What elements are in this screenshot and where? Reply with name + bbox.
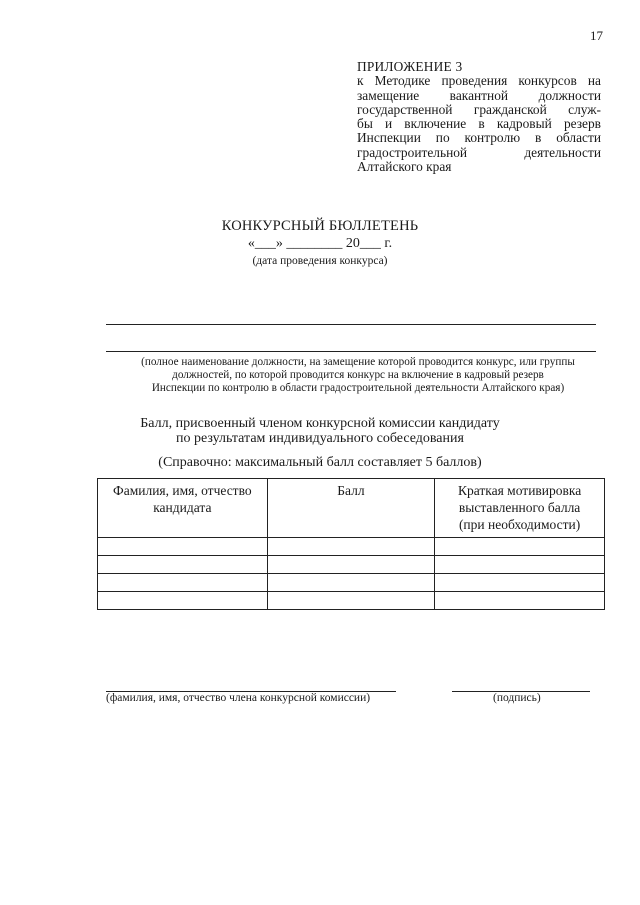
position-fill-line <box>106 324 596 325</box>
appendix-line: Инспекции по контролю в области <box>357 130 601 146</box>
page-number: 17 <box>590 28 603 43</box>
table-cell[interactable] <box>435 592 605 610</box>
position-fill-line <box>106 351 596 352</box>
score-heading-line: Балл, присвоенный членом конкурсной комиссии кандидату <box>140 416 500 431</box>
score-heading-line: по результатам индивидуального собеседования <box>176 430 464 446</box>
appendix-line: Алтайского края <box>357 159 452 175</box>
document-title: КОНКУРСНЫЙ БЮЛЛЕТЕНЬ <box>221 218 419 234</box>
table-cell[interactable] <box>435 538 605 556</box>
score-table <box>97 478 605 610</box>
score-heading <box>0 417 640 446</box>
position-caption-line: (полное наименование должности, на замещение которой проводится конкурс, или группы <box>141 356 575 368</box>
table-cell[interactable] <box>98 574 268 592</box>
table-cell[interactable] <box>98 592 268 610</box>
table-cell[interactable] <box>267 538 435 556</box>
appendix-line: замещение вакантной должности <box>357 87 601 103</box>
table-row <box>98 538 605 556</box>
table-cell[interactable] <box>267 592 435 610</box>
appendix-line: государственной гражданской служ- <box>357 101 601 117</box>
table-header-row <box>98 479 605 538</box>
header-candidate-name: Фамилия, имя, отчество кандидата <box>98 479 268 538</box>
table-cell[interactable] <box>267 574 435 592</box>
reference-note: (Справочно: максимальный балл составляет 5 баллов) <box>158 455 482 470</box>
appendix-line: к Методике проведения конкурсов на <box>357 73 601 89</box>
signature-caption: (подпись) <box>493 692 541 704</box>
appendix-line: бы и включение в кадровый резерв <box>357 116 601 132</box>
date-caption: (дата проведения конкурса) <box>252 255 388 267</box>
header-score: Балл <box>267 479 435 538</box>
position-caption <box>98 356 618 395</box>
table-row <box>98 592 605 610</box>
appendix-block <box>357 60 601 174</box>
table-cell[interactable] <box>435 574 605 592</box>
member-name-caption: (фамилия, имя, отчество члена конкурсной комиссии) <box>106 692 371 704</box>
table-cell[interactable] <box>98 538 268 556</box>
table-cell[interactable] <box>435 556 605 574</box>
position-caption-line: должностей, по которой проводится конкурс на включение в кадровый резерв <box>172 369 544 381</box>
appendix-line: градостроительной деятельности <box>357 144 601 160</box>
table-row <box>98 574 605 592</box>
position-caption-line: Инспекции по контролю в области градостроительной деятельности Алтайского края) <box>151 382 565 394</box>
table-cell[interactable] <box>267 556 435 574</box>
date-line: «___» ________ 20___ г. <box>247 236 393 251</box>
header-motivation: Краткая мотивировка выставленного балла (при необходимости) <box>435 479 605 538</box>
appendix-heading: ПРИЛОЖЕНИЕ 3 <box>357 59 463 74</box>
table-row <box>98 556 605 574</box>
table-cell[interactable] <box>98 556 268 574</box>
